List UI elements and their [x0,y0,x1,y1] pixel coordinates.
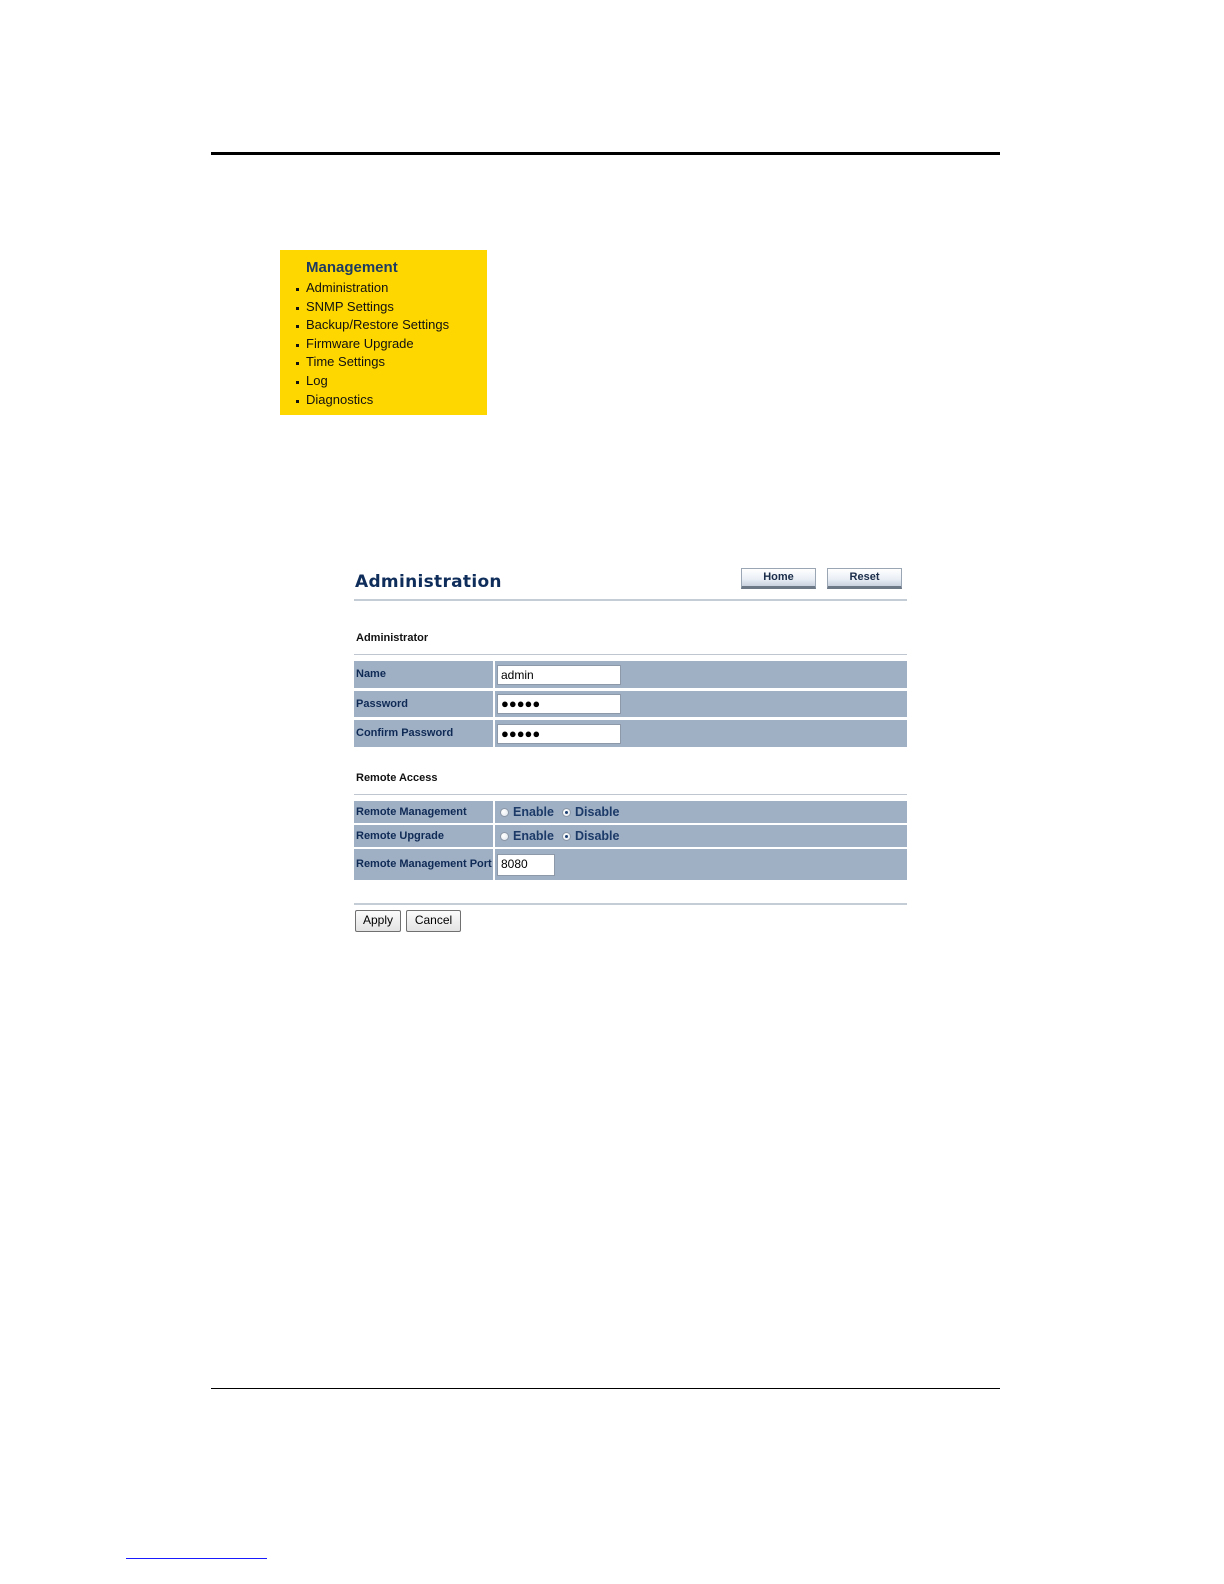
remote-management-radio-group [500,805,627,819]
enable-label[interactable]: Enable [513,829,554,843]
remote-management-port-row [354,849,907,880]
menu-item-administration[interactable] [296,279,449,298]
bullet-icon [296,288,299,291]
name-row [354,661,907,688]
remote-upgrade-enable-radio[interactable] [500,832,509,841]
disable-label[interactable]: Disable [575,829,620,843]
title-divider [354,599,907,601]
apply-button[interactable]: Apply [355,910,401,932]
page-title: Administration [355,572,502,592]
menu-item-diagnostics[interactable] [296,391,449,410]
management-menu-list [296,279,449,409]
password-value-cell [495,691,907,717]
password-label: Password [354,691,493,717]
footnote-rule [126,1558,267,1559]
remote-management-enable-radio[interactable] [500,808,509,817]
confirm-password-row [354,720,907,747]
menu-item-label: SNMP Settings [306,298,394,314]
cancel-button[interactable]: Cancel [406,910,461,932]
management-menu-title: Management [306,259,398,276]
menu-item-label: Diagnostics [306,391,374,407]
reset-button[interactable]: Reset [827,568,902,589]
remote-upgrade-disable-radio[interactable] [562,832,571,841]
remote-management-row [354,801,907,823]
confirm-password-label: Confirm Password [354,720,493,747]
name-label: Name [354,661,493,688]
bullet-icon [296,400,299,403]
home-button[interactable]: Home [741,568,816,589]
remote-upgrade-row [354,825,907,847]
menu-item-label: Backup/Restore Settings [306,317,450,333]
section-divider [354,654,907,655]
menu-item-firmware-upgrade[interactable] [296,335,449,354]
form-bottom-divider [354,903,907,905]
section-divider [354,794,907,795]
remote-upgrade-radio-group [500,829,627,843]
password-input[interactable]: ●●●●● [497,694,621,714]
name-input[interactable]: admin [497,665,621,685]
menu-item-snmp-settings[interactable] [296,298,449,317]
enable-label[interactable]: Enable [513,805,554,819]
bullet-icon [296,325,299,328]
remote-access-section-title: Remote Access [356,772,438,784]
remote-management-disable-radio[interactable] [562,808,571,817]
page-bottom-rule [211,1388,1000,1389]
bullet-icon [296,381,299,384]
menu-item-label: Administration [306,280,389,295]
menu-item-label: Log [306,372,328,388]
administrator-section-title: Administrator [356,632,429,644]
management-menu [280,250,487,415]
remote-management-value-cell [495,801,907,823]
menu-item-label: Time Settings [306,354,385,370]
remote-upgrade-value-cell [495,825,907,847]
disable-label[interactable]: Disable [575,805,620,819]
page-top-rule [211,152,1000,155]
menu-item-label: Firmware Upgrade [306,335,414,351]
bullet-icon [296,307,299,310]
remote-upgrade-label: Remote Upgrade [354,825,493,847]
confirm-password-value-cell [495,720,907,747]
remote-management-label: Remote Management [354,801,493,823]
menu-item-time-settings[interactable] [296,353,449,372]
menu-item-backup-restore[interactable] [296,316,449,335]
menu-item-log[interactable] [296,372,449,391]
remote-management-port-input[interactable]: 8080 [497,854,555,876]
password-row [354,691,907,717]
bullet-icon [296,344,299,347]
remote-management-port-label: Remote Management Port [354,849,493,880]
remote-management-port-value-cell [495,849,907,880]
bullet-icon [296,362,299,365]
name-value-cell [495,661,907,688]
confirm-password-input[interactable]: ●●●●● [497,724,621,744]
